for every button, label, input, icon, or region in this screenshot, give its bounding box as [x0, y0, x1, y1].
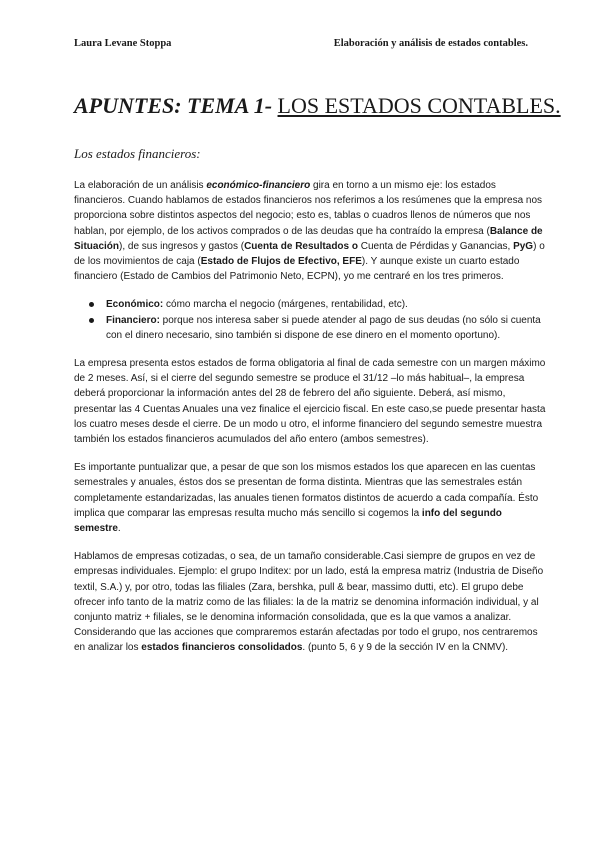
header-author: Laura Levane Stoppa [74, 38, 172, 49]
paragraph-intro [74, 178, 546, 284]
bold-term: info del segundo semestre [74, 507, 502, 535]
bullet-text: cómo marcha el negocio (márgenes, rentabilidad, etc). [163, 299, 408, 311]
paragraph-groups [74, 549, 546, 655]
bold-term: Balance de Situación [74, 225, 543, 252]
bullet-list [74, 297, 546, 343]
text-run: ) o de los movimientos de caja ( [74, 240, 545, 268]
text-run: La elaboración de un análisis [74, 180, 207, 191]
bullet-label: Financiero: [106, 314, 160, 326]
text-run: Hablamos de empresas cotizadas, o sea, de un tamaño considerable.Casi siempre de grupos en vez de empresas individuales. Ejemplo: el grupo Inditex: por un lado, está la empresa matriz (Industria de Diseño textil, S.A.) y, por otro, todas las filiales (Zara, bershka, pull & bear, massimo dutti, etc). El grupo debe ofrecer info tanto de la matriz como de las filiales: la de la matriz se denomina información individual, y al conjunto matriz + filiales, se le denomina información consolidada, que es la que vamos a analizar. Considerando que las acciones que compraremos estarán afectadas por todo el grupo, nos centraremos en analizar los [74, 551, 544, 654]
title-main: LOS ESTADOS CONTABLES. [277, 93, 561, 118]
bold-term: estados financieros consolidados [141, 642, 303, 654]
text-run: ). Y aunque existe un cuarto estado financiero (Estado de Cambios del Patrimonio Neto, ECPN), yo me centraré en los tres primeros. [74, 256, 520, 283]
text-run: Cuenta de Pérdidas y Ganancias, [357, 240, 514, 252]
list-item [106, 313, 546, 343]
text-run: . (punto 5, 6 y 9 de la sección IV en la CNMV). [302, 642, 509, 654]
section-title: Los estados financieros: [74, 146, 201, 161]
bullet-text: porque nos interesa saber si puede atender al pago de sus deudas (no sólo si cuenta con el dinero necesario, sino también si dispone de ese dinero en el momento oportuno). [106, 314, 541, 341]
page-header [74, 38, 528, 49]
paragraph-deadlines: La empresa presenta estos estados de forma obligatoria al final de cada semestre con un margen máximo de 2 meses. Así, si el cierre del segundo semestre se produce el 31/12 –lo más habitual–, la empresa deberá proporcionar la información antes del 28 de febrero del año siguiente. Deberá, así mismo, presentar las 4 Cuentas Anuales una vez finalice el ejercicio fiscal. En este caso,se puede presentar hasta los cuatro meses desde el cierre. De un modo u otro, el informe financiero del segundo semestre muestra también los estados financieros acumulados del año entero (ambos semestres). [74, 358, 546, 446]
paragraph-formats [74, 460, 546, 536]
document-body [74, 178, 546, 669]
text-run: Es importante puntualizar que, a pesar de que son los mismos estados los que aparecen en las cuentas semestrales y anuales, éstos dos se presentan de forma distinta. Mientras que las semestrales están completamente estandarizadas, las anuales tienen formatos distintos de acuerdo a cada compañía. Ésto implica que comparar las empresas resulta mucho más sencillo si cogemos la [74, 462, 539, 519]
text-run: gira en torno a un mismo eje: los estados financieros. Cuando hablamos de estados financieros nos referimos a los resúmenes que la empresa nos proporciona sobre distintos aspectos del negocio; esto es, tablas o cuadros llenos de números que nos hablan, por ejemplo, de los activos comprados o de las deudas que ha contraído la empresa ( [74, 180, 543, 237]
bold-term: PyG [513, 240, 534, 252]
bold-term: Estado de Flujos de Efectivo, EFE [200, 256, 362, 268]
list-item [106, 297, 546, 312]
text-run: ), de sus ingresos y gastos ( [119, 240, 245, 252]
text-run: . [117, 523, 121, 535]
emphasis-text: económico-financiero [206, 180, 311, 191]
title-lead: APUNTES: TEMA 1- [74, 93, 273, 118]
bullet-label: Económico: [106, 299, 164, 311]
page-title [74, 93, 561, 119]
header-course: Elaboración y análisis de estados contables. [333, 38, 528, 49]
bold-term: Cuenta de Resultados o [244, 240, 358, 252]
